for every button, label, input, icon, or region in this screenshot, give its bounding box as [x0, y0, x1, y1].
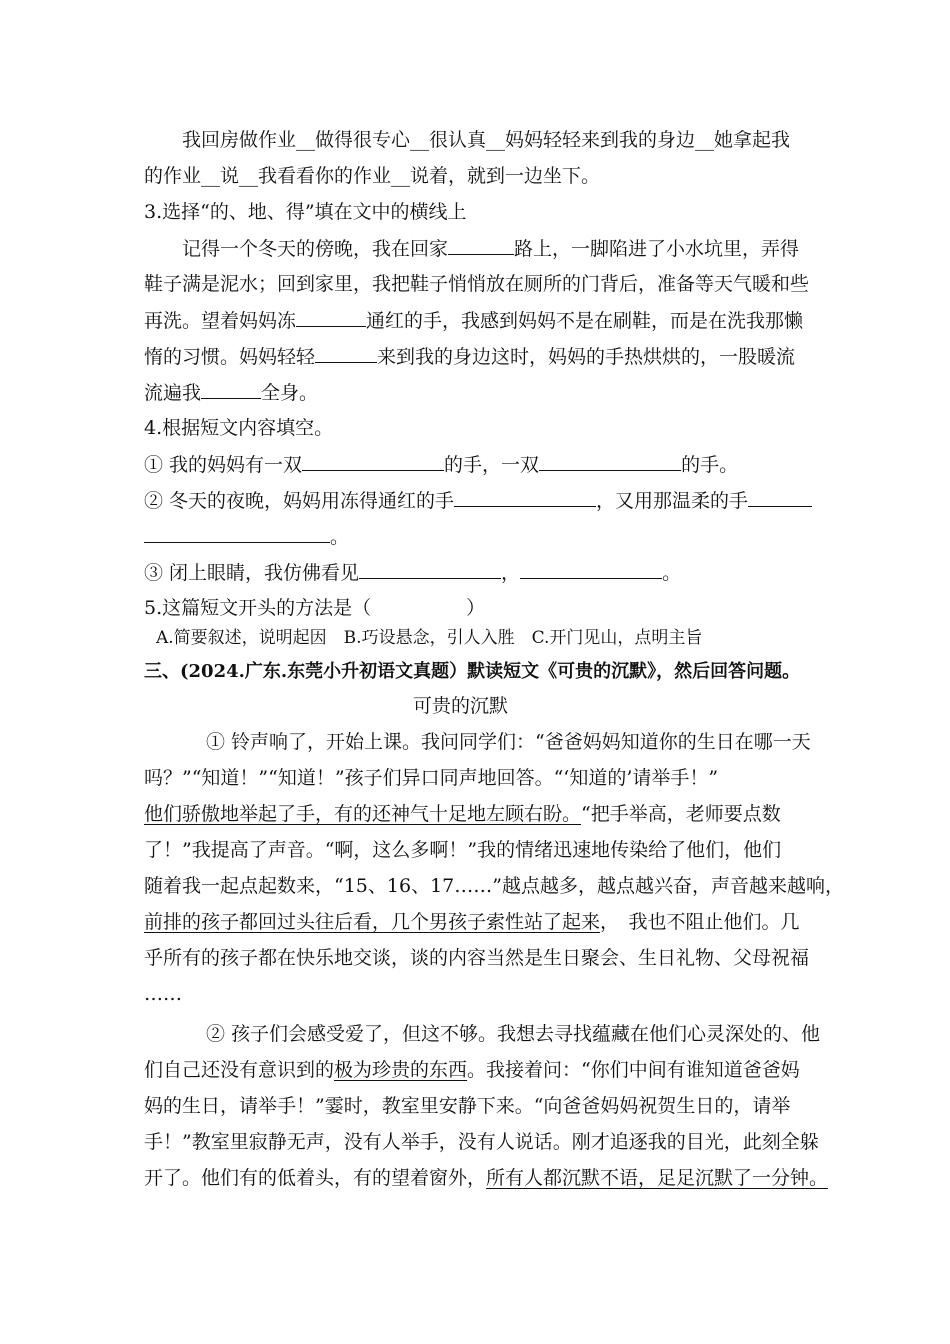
question-4-item-1: ① 我的妈妈有一双 的手，一双 的手。	[144, 454, 739, 476]
paragraph-2-line: 手！”教室里寂静无声，没有人举手，没有人说话。刚才追逐我的目光，此刻全躲	[144, 1131, 819, 1153]
paragraph-1-line: 前排的孩子都回过头往后看，几个男孩子索性站了起来， 我也不阻止他们。几	[144, 911, 800, 933]
question-5-title: 5.这篇短文开头的方法是（ ）	[144, 597, 486, 619]
question-4-item-2-cont: 。	[0, 524, 950, 549]
question-4-title: 4.根据短文内容填空。	[144, 417, 334, 439]
underlined-phrase: 极为珍贵的东西	[334, 1059, 468, 1081]
paragraph-2-line: 开了。他们有的低着头，有的望着窗外，所有人都沉默不语，足足沉默了一分钟。	[144, 1167, 829, 1189]
answer-blank[interactable]	[448, 236, 514, 255]
question-3-title: 3.选择“的、地、得”填在文中的横线上	[144, 201, 467, 223]
punctuation-exercise-text: 的作业__说__我看看你的作业__说着，就到一边坐下。	[144, 165, 601, 187]
paragraph-1-line: 了！”我提高了声音。“啊，这么多啊！”我的情绪迅速地传染给了他们，他们	[144, 839, 782, 861]
punctuation-exercise-text: 我回房做作业__做得很专心__很认真__妈妈轻轻来到我的身边__她拿起我	[182, 129, 791, 151]
answer-blank[interactable]	[302, 452, 444, 471]
paragraph-1-line: ① 铃声响了，开始上课。我问同学们：“爸爸妈妈知道你的生日在哪一天	[206, 731, 811, 753]
question-5-options: A.简要叙述，说明起因 B.巧设悬念，引人入胜 C.开门见山，点明主旨	[156, 628, 703, 648]
paragraph-2-line: ② 孩子们会感受爱了，但这不够。我想去寻找蕴藏在他们心灵深处的、他	[206, 1023, 821, 1045]
paragraph-1-line: 他们骄傲地举起了手，有的还神气十足地左顾右盼。“把手举高，老师要点数	[144, 803, 781, 825]
answer-blank[interactable]	[539, 452, 681, 471]
question-4-item-2: ② 冬天的夜晚，妈妈用冻得通红的手 ，又用那温柔的手	[0, 488, 950, 513]
answer-blank[interactable]	[748, 488, 812, 507]
answer-blank[interactable]	[315, 344, 377, 363]
answer-blank[interactable]	[296, 308, 366, 327]
paragraph-2-line: 妈的生日，请举手！”霎时，教室里安静下来。“向爸爸妈妈祝贺生日的，请举	[144, 1095, 791, 1117]
paragraph-1-line: 吗？”“知道！”“知道！”孩子们异口同声地回答。“‘知道的’请举手！”	[144, 767, 719, 789]
passage-line: 惰的习惯。妈妈轻轻 来到我的身边这时，妈妈的手热烘烘的，一股暖流	[144, 346, 796, 368]
section-3-heading: 三、(2024.广东.东莞小升初语文真题）默读短文《可贵的沉默》，然后回答问题。	[144, 661, 801, 682]
paragraph-1-line: 随着我一起点起数来，“15、16、17……”越点越多，越点越兴奋，声音越来越响，	[144, 875, 844, 897]
passage-line: 再洗。望着妈妈冻 通红的手，我感到妈妈不是在刷鞋，而是在洗我那懒	[144, 310, 804, 332]
answer-blank[interactable]	[144, 524, 330, 543]
answer-blank[interactable]	[359, 560, 501, 579]
answer-blank[interactable]	[201, 380, 261, 399]
paragraph-1-line: ……	[144, 983, 182, 1005]
question-4-item-3: ③ 闭上眼睛，我仿佛看见 ， 。	[144, 562, 682, 584]
passage-line: 流遍我 全身。	[144, 382, 319, 404]
underlined-sentence: 所有人都沉默不语，足足沉默了一分钟。	[486, 1167, 829, 1189]
answer-blank[interactable]	[454, 488, 596, 507]
article-title: 可贵的沉默	[413, 695, 509, 717]
paragraph-2-line: 们自己还没有意识到的极为珍贵的东西。我接着问：“你们中间有谁知道爸爸妈	[144, 1059, 800, 1081]
underlined-sentence: 前排的孩子都回过头往后看，几个男孩子索性站了起来	[144, 911, 601, 933]
passage-line	[0, 164, 950, 188]
passage-line	[0, 128, 950, 152]
paragraph-1-line: 乎所有的孩子都在快乐地交谈，谈的内容当然是生日聚会、生日礼物、父母祝福	[144, 947, 810, 969]
passage-line: 记得一个冬天的傍晚，我在回家 路上，一脚陷进了小水坑里，弄得	[182, 238, 800, 260]
passage-line: 鞋子满是泥水；回到家里，我把鞋子悄悄放在厕所的门背后，准备等天气暖和些	[144, 273, 810, 295]
underlined-sentence: 他们骄傲地举起了手，有的还神气十足地左顾右盼。	[144, 803, 582, 825]
answer-blank[interactable]	[520, 560, 662, 579]
